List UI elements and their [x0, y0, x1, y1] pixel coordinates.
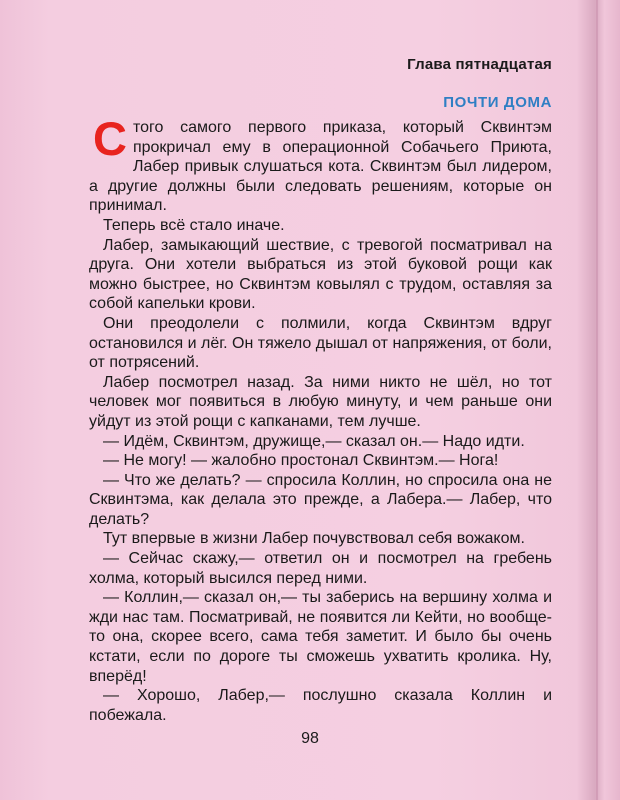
- chapter-title: ПОЧТИ ДОМА: [443, 94, 552, 111]
- paragraph: — Не могу! — жалобно простонал Сквинтэм.— Нога!: [103, 452, 499, 470]
- book-spine: [596, 0, 598, 800]
- paragraph-text: того самого первого приказа, который Сквинтэм прокричал ему в операционной Собачьего Приюта, Лабер привык слушаться кота. Сквинтэм был лидером, а другие должны были следовать решениям, которые он принимал.: [89, 119, 552, 215]
- paragraph: — Коллин,— сказал он,— ты заберись на вершину холма и жди нас там. Посматривай, не появится ли Кейти, но вообще-то она, скорее всего, сама тебя заметит. И было бы очень кстати, если по дороге ты сможешь ухватить кролика. Ну, вперёд!: [89, 589, 552, 685]
- paragraph: Тут впервые в жизни Лабер почувствовал себя вожаком.: [103, 530, 525, 548]
- paragraph: — Хорошо, Лабер,— послушно сказала Коллин и побежала.: [89, 687, 552, 724]
- paragraph: Они преодолели с полмили, когда Сквинтэм вдруг остановился и лёг. Он тяжело дышал от напряжения, от боли, от потрясений.: [89, 314, 552, 372]
- paragraph: Теперь всё стало иначе.: [103, 216, 285, 234]
- paragraph: — Что же делать? — спросила Коллин, но спросила она не Сквинтэма, как делала это прежде, а Лабера.— Лабер, что делать?: [89, 471, 552, 528]
- page-number: 98: [301, 730, 319, 747]
- chapter-text: [89, 112, 552, 725]
- paragraph: Лабер посмотрел назад. За ними никто не шёл, но тот человек мог появиться в любую минуту, и чем раньше они уйдут из этой рощи с капканами, тем лучше.: [89, 373, 552, 430]
- paragraph: [89, 112, 552, 216]
- paragraph: Лабер, замыкающий шествие, с тревогой посматривал на друга. Они хотели выбраться из этой буковой рощи как можно быстрее, но Сквинтэм ковылял с трудом, оставляя за собой капельки крови.: [89, 236, 552, 313]
- paragraph: — Идём, Сквинтэм, дружище,— сказал он.— Надо идти.: [103, 432, 525, 450]
- paragraph: — Сейчас скажу,— ответил он и посмотрел на гребень холма, который высился перед ними.: [89, 550, 552, 587]
- drop-cap: С: [93, 112, 127, 165]
- chapter-label: Глава пятнадцатая: [407, 56, 552, 73]
